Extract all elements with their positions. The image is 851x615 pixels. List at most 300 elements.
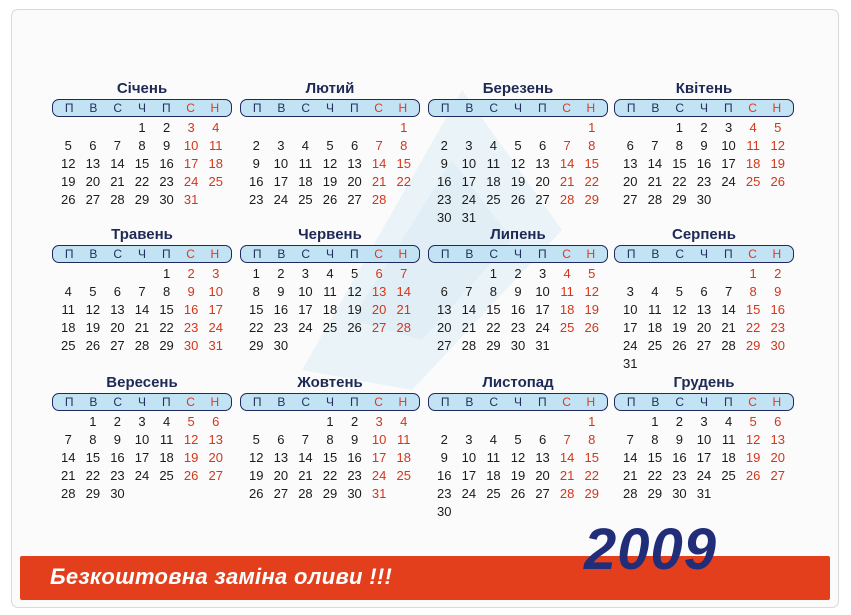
day-cell: 27 xyxy=(623,192,638,207)
day-cell: 11 xyxy=(746,138,760,153)
weekday-header xyxy=(614,393,794,411)
day-cell: 13 xyxy=(623,156,638,171)
day-cell: 17 xyxy=(298,302,313,317)
weekday-label: С xyxy=(748,395,757,409)
days-grid xyxy=(614,263,794,373)
empty-cell xyxy=(318,119,343,137)
empty-cell xyxy=(81,265,106,283)
day-cell: 31 xyxy=(623,356,638,371)
day-cell: 30 xyxy=(510,338,526,353)
month-title: Травень xyxy=(111,226,173,243)
day-cell: 22 xyxy=(584,468,599,483)
day-cell: 20 xyxy=(623,174,638,189)
month-block xyxy=(52,226,232,355)
day-cell: 17 xyxy=(721,156,736,171)
day-cell: 16 xyxy=(770,302,785,317)
day-cell: 23 xyxy=(437,486,452,501)
weekday-label: П xyxy=(723,247,733,261)
day-cell: 24 xyxy=(461,486,477,501)
day-cell: 3 xyxy=(538,266,547,281)
day-cell: 24 xyxy=(696,468,712,483)
month-title: Жовтень xyxy=(297,374,363,391)
empty-cell xyxy=(506,119,531,137)
day-cell: 15 xyxy=(745,302,761,317)
day-cell: 15 xyxy=(584,156,599,171)
weekday-label: П xyxy=(161,247,171,261)
day-cell: 16 xyxy=(672,450,687,465)
day-cell: 11 xyxy=(721,432,736,447)
day-cell: 23 xyxy=(273,320,289,335)
day-cell: 7 xyxy=(113,138,122,153)
day-cell: 10 xyxy=(183,138,199,153)
day-cell: 9 xyxy=(350,432,359,447)
weekday-label: Ч xyxy=(699,247,708,261)
day-cell: 12 xyxy=(85,302,101,317)
empty-cell xyxy=(643,265,668,283)
day-cell: 21 xyxy=(134,320,150,335)
day-cell: 11 xyxy=(396,432,411,447)
days-grid xyxy=(614,411,794,503)
day-cell: 5 xyxy=(187,414,195,429)
day-cell: 18 xyxy=(559,302,575,317)
day-cell: 1 xyxy=(749,266,757,281)
day-cell: 14 xyxy=(371,156,387,171)
day-cell: 3 xyxy=(724,120,733,135)
day-cell: 5 xyxy=(588,266,596,281)
day-cell: 13 xyxy=(535,450,550,465)
day-cell: 17 xyxy=(623,320,638,335)
day-cell: 29 xyxy=(745,338,761,353)
day-cell: 30 xyxy=(672,486,687,501)
empty-cell xyxy=(716,265,741,283)
day-cell: 12 xyxy=(249,450,264,465)
day-cell: 25 xyxy=(721,468,736,483)
day-cell: 26 xyxy=(510,192,526,207)
day-cell: 2 xyxy=(675,414,684,429)
weekday-label: В xyxy=(89,247,98,261)
months-grid xyxy=(52,80,812,530)
day-cell: 11 xyxy=(159,432,174,447)
day-cell: 27 xyxy=(437,338,452,353)
day-cell: 9 xyxy=(774,284,782,299)
day-cell: 30 xyxy=(273,338,289,353)
day-cell: 15 xyxy=(322,450,338,465)
days-grid xyxy=(614,117,794,209)
month-title: Березень xyxy=(482,80,554,97)
day-cell: 1 xyxy=(138,120,146,135)
day-cell: 30 xyxy=(347,486,362,501)
day-cell: 18 xyxy=(647,320,663,335)
day-cell: 5 xyxy=(675,284,684,299)
day-cell: 24 xyxy=(371,468,387,483)
weekday-label: Ч xyxy=(513,247,522,261)
day-cell: 13 xyxy=(696,302,712,317)
month-block xyxy=(428,374,608,521)
weekday-label: С xyxy=(489,101,499,115)
day-cell: 27 xyxy=(696,338,712,353)
day-cell: 1 xyxy=(89,414,97,429)
day-cell: 24 xyxy=(273,192,289,207)
day-cell: 13 xyxy=(770,432,785,447)
day-cell: 13 xyxy=(85,156,101,171)
day-cell: 17 xyxy=(371,450,387,465)
day-cell: 22 xyxy=(396,174,411,189)
weekday-header xyxy=(240,245,420,263)
weekday-label: П xyxy=(349,101,359,115)
weekday-label: П xyxy=(161,101,171,115)
day-cell: 19 xyxy=(672,320,687,335)
day-cell: 15 xyxy=(85,450,101,465)
day-cell: 5 xyxy=(350,266,359,281)
day-cell: 15 xyxy=(672,156,687,171)
day-cell: 4 xyxy=(326,266,334,281)
day-cell: 22 xyxy=(85,468,101,483)
day-cell: 6 xyxy=(89,138,97,153)
day-cell: 1 xyxy=(651,414,659,429)
day-cell: 22 xyxy=(249,320,264,335)
weekday-label: В xyxy=(89,395,98,409)
weekday-label: Н xyxy=(586,101,596,115)
day-cell: 9 xyxy=(675,432,684,447)
month-block xyxy=(240,374,420,503)
day-cell: 10 xyxy=(298,284,313,299)
empty-cell xyxy=(56,265,81,283)
empty-cell xyxy=(56,119,81,137)
weekday-label: П xyxy=(626,101,636,115)
month-title: Серпень xyxy=(671,226,737,243)
day-cell: 12 xyxy=(510,450,526,465)
day-cell: 20 xyxy=(371,302,387,317)
day-cell: 10 xyxy=(461,156,477,171)
day-cell: 19 xyxy=(347,302,362,317)
weekday-label: В xyxy=(651,247,660,261)
day-cell: 21 xyxy=(396,302,411,317)
day-cell: 12 xyxy=(183,432,199,447)
day-cell: 13 xyxy=(437,302,452,317)
weekday-label: В xyxy=(89,101,98,115)
day-cell: 2 xyxy=(774,266,782,281)
day-cell: 26 xyxy=(347,320,362,335)
day-cell: 6 xyxy=(350,138,359,153)
day-cell: 17 xyxy=(696,450,712,465)
day-cell: 21 xyxy=(559,468,575,483)
day-cell: 23 xyxy=(510,320,526,335)
day-cell: 18 xyxy=(486,468,501,483)
weekday-label: С xyxy=(301,247,311,261)
day-cell: 4 xyxy=(212,120,220,135)
day-cell: 7 xyxy=(626,432,634,447)
month-block xyxy=(240,80,420,209)
day-cell: 26 xyxy=(249,486,264,501)
weekday-label: С xyxy=(562,247,571,261)
day-cell: 10 xyxy=(623,302,638,317)
weekday-label: Н xyxy=(586,247,596,261)
day-cell: 4 xyxy=(162,414,171,429)
day-cell: 16 xyxy=(249,174,264,189)
day-cell: 23 xyxy=(672,468,687,483)
month-block xyxy=(614,80,794,209)
day-cell: 10 xyxy=(721,138,736,153)
day-cell: 23 xyxy=(347,468,362,483)
day-cell: 14 xyxy=(721,302,736,317)
day-cell: 13 xyxy=(273,450,289,465)
footer xyxy=(12,517,838,607)
day-cell: 27 xyxy=(110,338,125,353)
weekday-label: Н xyxy=(772,247,782,261)
day-cell: 18 xyxy=(721,450,736,465)
weekday-header xyxy=(428,99,608,117)
month-block xyxy=(614,374,794,503)
weekday-label: С xyxy=(374,247,383,261)
empty-cell xyxy=(506,413,531,431)
empty-cell xyxy=(432,413,457,431)
day-cell: 16 xyxy=(437,174,452,189)
day-cell: 16 xyxy=(159,156,174,171)
weekday-label: П xyxy=(537,247,547,261)
weekday-label: С xyxy=(489,247,499,261)
empty-cell xyxy=(56,413,81,431)
day-cell: 5 xyxy=(64,138,72,153)
empty-cell xyxy=(692,265,717,283)
weekday-label: В xyxy=(465,247,474,261)
month-title: Вересень xyxy=(106,374,178,391)
day-cell: 23 xyxy=(770,320,785,335)
day-cell: 26 xyxy=(85,338,101,353)
day-cell: 29 xyxy=(85,486,101,501)
day-cell: 13 xyxy=(371,284,387,299)
day-cell: 24 xyxy=(183,174,199,189)
day-cell: 22 xyxy=(672,174,687,189)
weekday-header xyxy=(240,393,420,411)
month-block xyxy=(240,226,420,355)
day-cell: 29 xyxy=(134,192,150,207)
day-cell: 12 xyxy=(745,432,761,447)
day-cell: 16 xyxy=(437,468,452,483)
day-cell: 29 xyxy=(584,192,599,207)
day-cell: 1 xyxy=(162,266,171,281)
day-cell: 10 xyxy=(371,432,387,447)
weekday-label: П xyxy=(64,247,74,261)
empty-cell xyxy=(130,265,155,283)
day-cell: 28 xyxy=(110,192,125,207)
weekday-header xyxy=(52,99,232,117)
days-grid xyxy=(52,411,232,503)
day-cell: 9 xyxy=(162,138,171,153)
day-cell: 13 xyxy=(110,302,125,317)
day-cell: 24 xyxy=(298,320,313,335)
weekday-label: С xyxy=(301,101,311,115)
weekday-label: С xyxy=(562,101,571,115)
day-cell: 25 xyxy=(208,174,223,189)
day-cell: 6 xyxy=(277,432,285,447)
day-cell: 20 xyxy=(535,468,550,483)
day-cell: 9 xyxy=(440,156,448,171)
day-cell: 22 xyxy=(745,320,761,335)
weekday-header xyxy=(52,393,232,411)
day-cell: 26 xyxy=(672,338,687,353)
day-cell: 14 xyxy=(559,450,575,465)
empty-cell xyxy=(293,119,318,137)
empty-cell xyxy=(457,413,482,431)
day-cell: 14 xyxy=(298,450,313,465)
day-cell: 27 xyxy=(347,192,362,207)
weekday-label: С xyxy=(675,395,685,409)
day-cell: 15 xyxy=(584,450,599,465)
day-cell: 19 xyxy=(510,174,526,189)
day-cell: 10 xyxy=(461,450,477,465)
weekday-label: В xyxy=(277,247,286,261)
day-cell: 4 xyxy=(301,138,310,153)
empty-cell xyxy=(367,119,392,137)
day-cell: 3 xyxy=(187,120,195,135)
day-cell: 20 xyxy=(770,450,785,465)
days-grid xyxy=(240,117,420,209)
day-cell: 4 xyxy=(724,414,733,429)
weekday-header xyxy=(428,245,608,263)
day-cell: 12 xyxy=(584,284,599,299)
weekday-label: Ч xyxy=(513,101,522,115)
day-cell: 5 xyxy=(89,284,97,299)
empty-cell xyxy=(618,265,643,283)
day-cell: 31 xyxy=(208,338,223,353)
day-cell: 22 xyxy=(134,174,150,189)
day-cell: 14 xyxy=(110,156,125,171)
day-cell: 29 xyxy=(249,338,264,353)
day-cell: 2 xyxy=(700,120,708,135)
day-cell: 11 xyxy=(648,302,662,317)
weekday-label: В xyxy=(651,101,660,115)
weekday-label: С xyxy=(489,395,499,409)
day-cell: 3 xyxy=(301,266,310,281)
day-cell: 24 xyxy=(208,320,223,335)
day-cell: 4 xyxy=(400,414,408,429)
empty-cell xyxy=(667,265,692,283)
weekday-label: П xyxy=(537,395,547,409)
day-cell: 17 xyxy=(461,468,477,483)
weekday-label: Ч xyxy=(699,395,708,409)
day-cell: 28 xyxy=(298,486,313,501)
weekday-label: Ч xyxy=(137,101,146,115)
day-cell: 16 xyxy=(273,302,289,317)
day-cell: 12 xyxy=(770,138,785,153)
day-cell: 2 xyxy=(350,414,359,429)
empty-cell xyxy=(481,119,506,137)
day-cell: 19 xyxy=(510,468,526,483)
day-cell: 7 xyxy=(301,432,310,447)
day-cell: 1 xyxy=(675,120,684,135)
day-cell: 23 xyxy=(696,174,712,189)
day-cell: 22 xyxy=(647,468,663,483)
day-cell: 2 xyxy=(252,138,260,153)
day-cell: 28 xyxy=(371,192,387,207)
day-cell: 22 xyxy=(322,468,338,483)
day-cell: 18 xyxy=(208,156,223,171)
day-cell: 21 xyxy=(298,468,313,483)
day-cell: 11 xyxy=(208,138,223,153)
day-cell: 13 xyxy=(535,156,550,171)
day-cell: 8 xyxy=(588,138,596,153)
day-cell: 2 xyxy=(187,266,195,281)
day-cell: 7 xyxy=(400,266,408,281)
weekday-label: Н xyxy=(210,101,220,115)
day-cell: 14 xyxy=(647,156,663,171)
day-cell: 31 xyxy=(535,338,550,353)
weekday-label: П xyxy=(723,395,733,409)
day-cell: 8 xyxy=(89,432,97,447)
weekday-label: В xyxy=(651,395,660,409)
empty-cell xyxy=(457,265,482,283)
weekday-label: П xyxy=(440,247,450,261)
weekday-label: П xyxy=(626,247,636,261)
weekday-label: П xyxy=(723,101,733,115)
day-cell: 3 xyxy=(375,414,383,429)
day-cell: 22 xyxy=(486,320,501,335)
weekday-label: П xyxy=(161,395,171,409)
weekday-label: П xyxy=(64,101,74,115)
day-cell: 18 xyxy=(61,320,76,335)
day-cell: 1 xyxy=(588,120,596,135)
day-cell: 28 xyxy=(461,338,477,353)
day-cell: 27 xyxy=(770,468,785,483)
month-title: Грудень xyxy=(673,374,735,391)
weekday-label: П xyxy=(252,395,262,409)
day-cell: 26 xyxy=(510,486,526,501)
day-cell: 20 xyxy=(535,174,550,189)
day-cell: 17 xyxy=(461,174,477,189)
day-cell: 7 xyxy=(465,284,473,299)
day-cell: 8 xyxy=(400,138,408,153)
day-cell: 25 xyxy=(61,338,76,353)
day-cell: 7 xyxy=(651,138,659,153)
day-cell: 8 xyxy=(162,284,171,299)
day-cell: 15 xyxy=(249,302,264,317)
day-cell: 21 xyxy=(61,468,76,483)
day-cell: 25 xyxy=(486,486,501,501)
day-cell: 18 xyxy=(486,174,501,189)
weekday-label: С xyxy=(748,101,757,115)
month-title: Січень xyxy=(116,80,168,97)
empty-cell xyxy=(555,119,580,137)
days-grid xyxy=(428,411,608,521)
weekday-label: П xyxy=(626,395,636,409)
day-cell: 21 xyxy=(371,174,387,189)
day-cell: 18 xyxy=(159,450,174,465)
day-cell: 31 xyxy=(371,486,387,501)
day-cell: 27 xyxy=(273,486,289,501)
day-cell: 15 xyxy=(134,156,150,171)
day-cell: 27 xyxy=(85,192,101,207)
day-cell: 12 xyxy=(510,156,526,171)
day-cell: 28 xyxy=(396,320,411,335)
day-cell: 11 xyxy=(298,156,313,171)
day-cell: 4 xyxy=(563,266,571,281)
day-cell: 4 xyxy=(489,138,498,153)
weekday-label: С xyxy=(562,395,571,409)
day-cell: 1 xyxy=(252,266,260,281)
day-cell: 16 xyxy=(110,450,125,465)
day-cell: 25 xyxy=(298,192,313,207)
weekday-label: С xyxy=(186,247,195,261)
days-grid xyxy=(240,411,420,503)
day-cell: 11 xyxy=(486,450,501,465)
day-cell: 10 xyxy=(134,432,150,447)
day-cell: 29 xyxy=(584,486,599,501)
day-cell: 28 xyxy=(559,486,575,501)
day-cell: 19 xyxy=(249,468,264,483)
day-cell: 16 xyxy=(510,302,526,317)
year-title: 2009 xyxy=(584,517,718,582)
weekday-label: Н xyxy=(586,395,596,409)
